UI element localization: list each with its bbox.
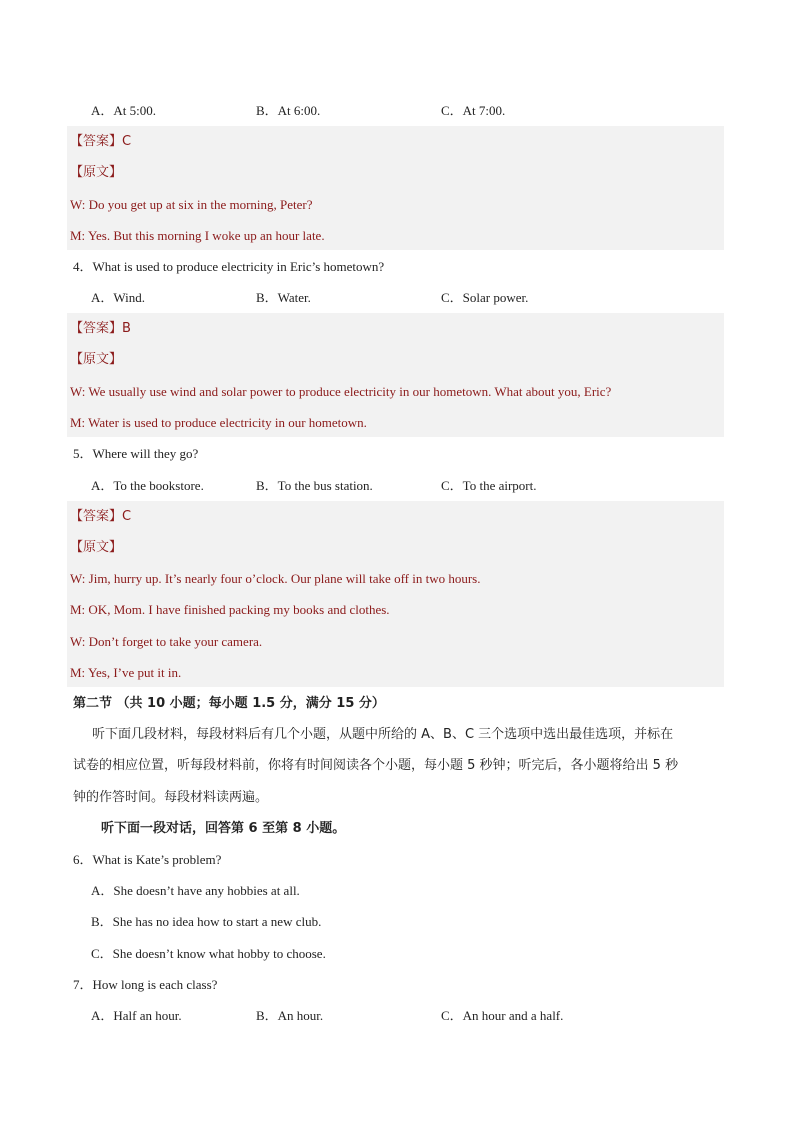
q4-option-c: C．Solar power. [441,290,529,305]
q3-answer-row [70,126,131,157]
section-subheading: 听下面一段对话，回答第 6 至第 8 小题。 [101,821,346,836]
answer-value: C [122,134,132,149]
q6-option-c: C．She doesn’t know what hobby to choose. [91,946,326,961]
answer-label: 【答案】 [70,321,123,336]
q4-answer-row [70,313,131,344]
transcript-line: W: We usually use wind and solar power to produce electricity in our hometown. What about you, Eric? [70,384,612,399]
q6-option-a: A．She doesn’t have any hobbies at all. [91,883,300,898]
transcript-label: 【原文】 [70,352,123,367]
q7-option-c: C．An hour and a half. [441,1008,564,1023]
q3-option-c: C．At 7:00. [441,103,506,118]
section-heading: 第二节 （共 10 小题；每小题 1.5 分，满分 15 分） [73,696,385,711]
transcript-label: 【原文】 [70,540,123,555]
instructions-line: 听下面几段材料，每段材料后有几个小题，从题中所给的 A、B、C 三个选项中选出最佳选项，并标在 [92,727,674,742]
q5-option-a: A．To the bookstore. [91,478,204,493]
q5-option-c: C．To the airport. [441,478,537,493]
transcript-line: M: Water is used to produce electricity in our hometown. [70,415,367,430]
q5-option-b: B．To the bus station. [256,478,373,493]
q5-answer-row [70,501,131,532]
q5-question: 5．Where will they go? [73,446,199,461]
instructions-line: 试卷的相应位置，听每段材料前，你将有时间阅读各个小题，每小题 5 秒钟；听完后，各小题将给出 5 秒 [73,758,679,773]
q7-option-b: B．An hour. [256,1008,324,1023]
q3-option-b: B．At 6:00. [256,103,321,118]
q4-option-a: A．Wind. [91,290,145,305]
instructions-line: 钟的作答时间。每段材料读两遍。 [73,790,269,805]
answer-label: 【答案】 [70,134,123,149]
transcript-line: M: Yes, I’ve put it in. [70,665,182,680]
transcript-label: 【原文】 [70,165,123,180]
transcript-line: M: OK, Mom. I have finished packing my books and clothes. [70,602,390,617]
answer-value: B [122,321,131,336]
transcript-line: W: Don’t forget to take your camera. [70,634,263,649]
q7-question: 7．How long is each class? [73,977,218,992]
transcript-line: W: Jim, hurry up. It’s nearly four o’clock. Our plane will take off in two hours. [70,571,481,586]
q6-question: 6．What is Kate’s problem? [73,852,222,867]
transcript-line: W: Do you get up at six in the morning, Peter? [70,197,313,212]
transcript-line: M: Yes. But this morning I woke up an hour late. [70,228,325,243]
q4-question: 4．What is used to produce electricity in Eric’s hometown? [73,259,385,274]
q7-option-a: A．Half an hour. [91,1008,182,1023]
q4-option-b: B．Water. [256,290,311,305]
q3-option-a: A．At 5:00. [91,103,157,118]
q6-option-b: B．She has no idea how to start a new club. [91,914,322,929]
answer-label: 【答案】 [70,509,123,524]
answer-value: C [122,509,132,524]
